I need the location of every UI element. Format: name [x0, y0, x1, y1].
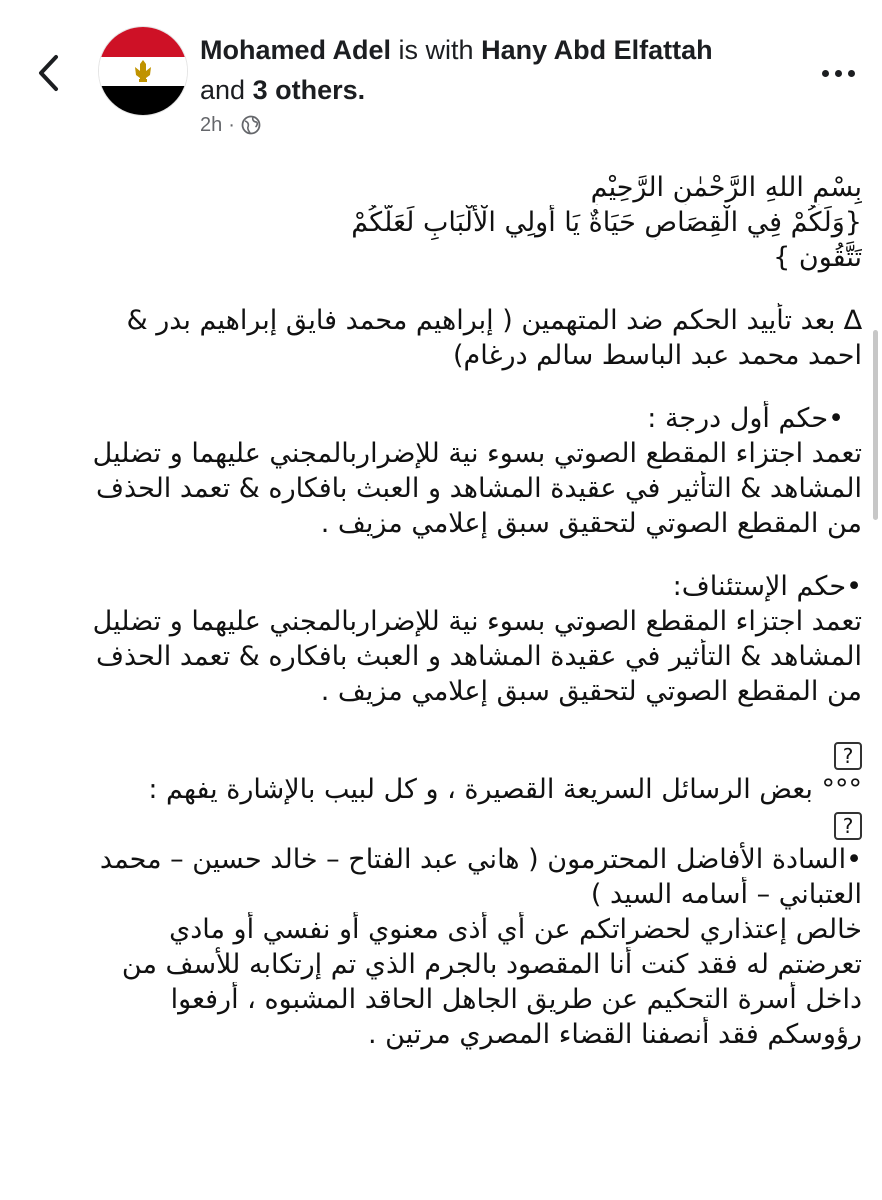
short-messages-line: °°° بعض الرسائل السريعة القصيرة ، و كل لبيب بالإشارة يفهم : — [148, 774, 862, 805]
meta-separator: · — [228, 113, 235, 136]
spacer — [20, 373, 862, 401]
tagged-friend[interactable]: Hany Abd Elfattah — [481, 35, 713, 65]
more-dot — [835, 70, 842, 77]
first-ruling-line-3: من المقطع الصوتي لتحقيق سبق إعلامي مزيف . — [320, 508, 862, 539]
more-dot — [848, 70, 855, 77]
gentlemen-line-1: •السادة الأفاضل المحترمون ( هاني عبد الفتاح – خالد حسين – محمد — [99, 844, 862, 875]
apology-line-1: خالص إعتذاري لحضراتكم عن أي أذى معنوي أو نفسي أو مادي — [169, 914, 862, 945]
intro-line-1: ∆ بعد تأييد الحكم ضد المتهمين ( إبراهيم محمد فايق إبراهيم بدر & — [126, 305, 862, 336]
appeal-ruling-heading: •حكم الإستئناف: — [672, 571, 862, 602]
apology-line-2: تعرضتم له فقد كنت أنا المقصود بالجرم الذي تم إرتكابه للأسف من — [121, 949, 862, 980]
verse-line-1: {وَلَكُمْ فِي الْقِصَاصِ حَيَاةٌ يَا أُولِي الْأَلْبَابِ لَعَلَّكُمْ — [351, 207, 862, 238]
apology-line-3: داخل أسرة التحكيم عن طريق الجاهل الحاقد المشبوه ، أرفعوا — [170, 984, 862, 1015]
others-link[interactable]: 3 others. — [252, 75, 366, 105]
apology-line-4: رؤوسكم فقد أنصفنا القضاء المصري مرتين . — [368, 1019, 862, 1050]
intro-line-2: احمد محمد عبد الباسط سالم درغام) — [452, 340, 862, 371]
spacer — [20, 541, 862, 569]
more-options-button[interactable] — [808, 55, 868, 91]
post-header — [0, 0, 882, 150]
spacer — [20, 275, 862, 303]
basmala: بِسْمِ اللهِ الرَّحْمٰنِ الرَّحِيْمِ — [590, 172, 862, 203]
appeal-ruling-line-3: من المقطع الصوتي لتحقيق سبق إعلامي مزيف . — [320, 676, 862, 707]
post-title — [200, 30, 760, 110]
chevron-left-icon — [36, 53, 60, 93]
question-mark-icon: ? — [834, 812, 862, 840]
question-box-row-2 — [20, 807, 862, 842]
scrollbar[interactable] — [873, 330, 878, 520]
with-text: is with — [398, 35, 474, 65]
author-avatar[interactable] — [98, 26, 188, 116]
first-ruling-line-2: المشاهد & التأثير في عقيدة المشاهد و العبث بافكاره & تعمد الحذف — [95, 473, 862, 504]
post-body — [20, 170, 862, 1190]
first-ruling-line-1: تعمد اجتزاء المقطع الصوتي بسوء نية للإضراربالمجني عليهما و تضليل — [92, 438, 862, 469]
question-mark-icon: ? — [834, 742, 862, 770]
question-box-row-1 — [20, 737, 862, 772]
globe-icon — [241, 115, 261, 135]
more-dots-icon — [822, 70, 829, 77]
egypt-flag-avatar — [99, 27, 187, 115]
gentlemen-line-2: العتباني – أسامه السيد ) — [590, 879, 862, 910]
post-meta — [200, 110, 261, 140]
and-text: and — [200, 75, 246, 105]
post-time[interactable]: 2h — [200, 113, 223, 136]
spacer — [20, 709, 862, 737]
appeal-ruling-line-1: تعمد اجتزاء المقطع الصوتي بسوء نية للإضراربالمجني عليهما و تضليل — [92, 606, 862, 637]
verse-line-2: تَتَّقُون } — [773, 242, 862, 273]
author-name[interactable]: Mohamed Adel — [200, 35, 392, 65]
back-button[interactable] — [28, 48, 68, 98]
appeal-ruling-line-2: المشاهد & التأثير في عقيدة المشاهد و العبث بافكاره & تعمد الحذف — [95, 641, 862, 672]
first-ruling-heading: •حكم أول درجة : — [647, 403, 844, 434]
